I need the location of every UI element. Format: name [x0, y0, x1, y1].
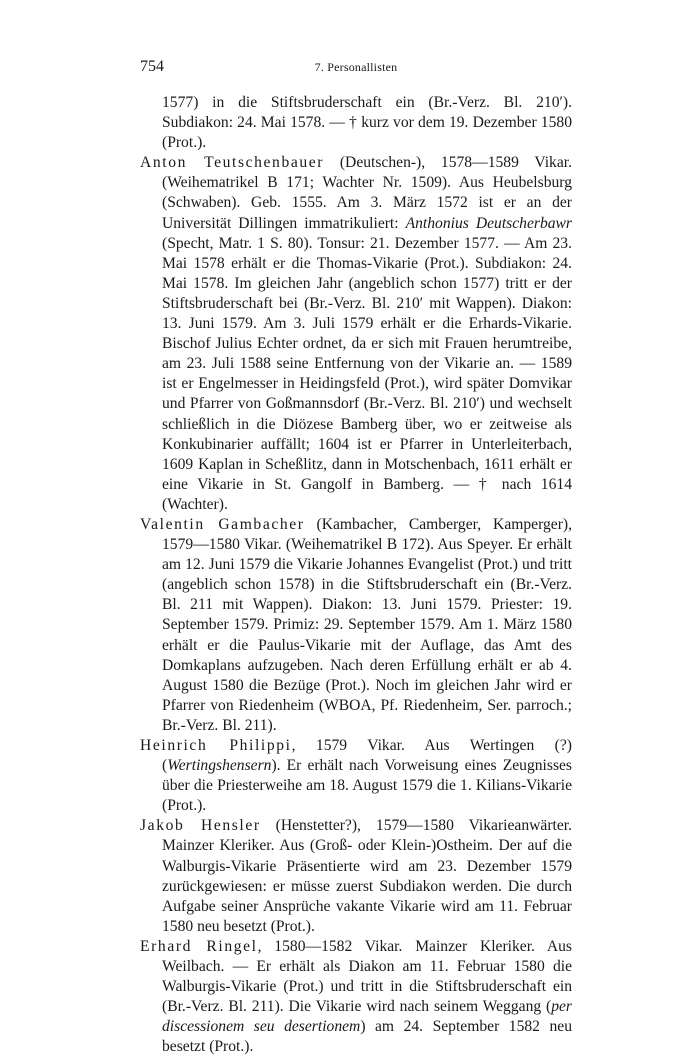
entry-text: (Henstetter?), 1579—1580 Vikarieanwärter. Mainzer Kleriker. Aus (Groß- oder Klein-)Ostheim. Der auf die Walburgis-Vikarie Präsentierte wird am 23. Dezember 1579 zurückgewiesen: er müsse zuerst Subdiakon werden. Die durch Aufgabe seiner Ansprüche vakante Vikarie wird am 11. Februar 1580 neu besetzt (Prot.). [162, 817, 572, 935]
entry-hensler [140, 816, 572, 937]
entry-teutschenbauer [140, 153, 572, 515]
entry-gambacher [140, 515, 572, 736]
entry-italic: Wertingshensern [167, 757, 272, 775]
entry-text: ). Er erhält nach Vorweisung eines Zeugnisses über die Priesterweihe am 18. August 1579 die 1. Kilians-Vikarie (Prot.). [162, 757, 572, 815]
entry-text: , 1579 Vikar. Aus Wertingen (?) ( [162, 737, 572, 775]
entry-name: Erhard Ringel [140, 937, 258, 955]
page-number: 754 [140, 58, 164, 75]
page-header [140, 58, 572, 80]
entry-name: Heinrich Philippi [140, 737, 292, 754]
entry-text: (Deutschen-), 1578—1589 Vikar. (Weihematrikel B 171; Wachter Nr. 1509). Aus Heubelsburg (Schwaben). Geb. 1555. Am 3. März 1572 ist er an der Universität Dillingen immatrikuliert: [162, 154, 572, 232]
entry-name: Valentin Gambacher [140, 515, 305, 533]
entry-name: Jakob Hensler [140, 817, 261, 835]
entry-philippi [140, 736, 572, 816]
entry-text: ) am 24. September 1582 neu besetzt (Prot.). [162, 1018, 572, 1056]
entry-text: (Kambacher, Camberger, Kamperger), 1579—1580 Vikar. (Weihematrikel B 172). Aus Speyer. Er erhält am 12. Juni 1579 die Vikarie Johannes Evangelist (Prot.) und tritt (angeblich schon 1578) in die Stiftsbruderschaft ein (Br.-Verz. Bl. 211 mit Wappen). Diakon: 13. Juni 1579. Priester: 19. September 1579. Primiz: 29. September 1579. Am 1. März 1580 erhält er die Paulus-Vikarie mit der Auflage, das Amt des Domkaplans aufzugeben. Nach deren Erfüllung erhält er ab 4. August 1580 die Bezüge (Prot.). Noch im gleichen Jahr wird er Pfarrer von Riedenheim (WBOA, Pf. Riedenheim, Ser. parroch.; Br.-Verz. Bl. 211). [162, 515, 573, 734]
entry-continuation [140, 93, 572, 153]
entry-text: 1577) in die Stiftsbruderschaft ein (Br.-Verz. Bl. 210′). Subdiakon: 24. Mai 1578. — † kurz vor dem 19. Dezember 1580 (Prot.). [162, 94, 572, 152]
entry-italic: Anthonius Deutscherbawr [405, 214, 573, 232]
entry-ringel [140, 937, 572, 1058]
entry-text: , 1580—1582 Vikar. Mainzer Kleriker. Aus Weilbach. — Er erhält als Diakon am 11. Februar 1580 die Walburgis-Vikarie (Prot.) und tritt in die Stiftsbruderschaft ein (Br.-Verz. Bl. 211). Die Vikarie wird nach seinem Weggang ( [162, 937, 572, 1016]
body-text [140, 93, 572, 1058]
entry-text: (Specht, Matr. 1 S. 80). Tonsur: 21. Dezember 1577. — Am 23. Mai 1578 erhält er die Thomas-Vikarie (Prot.). Subdiakon: 24. Mai 1578. Im gleichen Jahr (angeblich schon 1577) tritt er der Stiftsbruderschaft bei (Br.-Verz. Bl. 210′ mit Wappen). Diakon: 13. Juni 1579. Am 3. Juli 1579 erhält er die Erhards-Vikarie. Bischof Julius Echter ordnet, da er sich mit Frauen herumtreibe, am 23. Juli 1588 seine Entfernung von der Vikarie an. — 1589 ist er Engelmesser in Heidingsfeld (Prot.), wird später Domvikar und Pfarrer von Goßmannsdorf (Br.-Verz. Bl. 210′) und wechselt schließlich in die Diözese Bamberg über, wo er zeitweise als Konkubinarier auffällt; 1604 ist er Pfarrer in Unterleiterbach, 1609 Kaplan in Scheßlitz, dann in Motschenbach, 1611 erhält er eine Vikarie in St. Gangolf in Bamberg. — † nach 1614 (Wachter). [162, 234, 572, 513]
entry-italic: per discessionem seu desertionem [162, 998, 572, 1036]
entry-name: Anton Teutschenbauer [140, 154, 325, 172]
running-head: 7. Personallisten [314, 60, 398, 74]
